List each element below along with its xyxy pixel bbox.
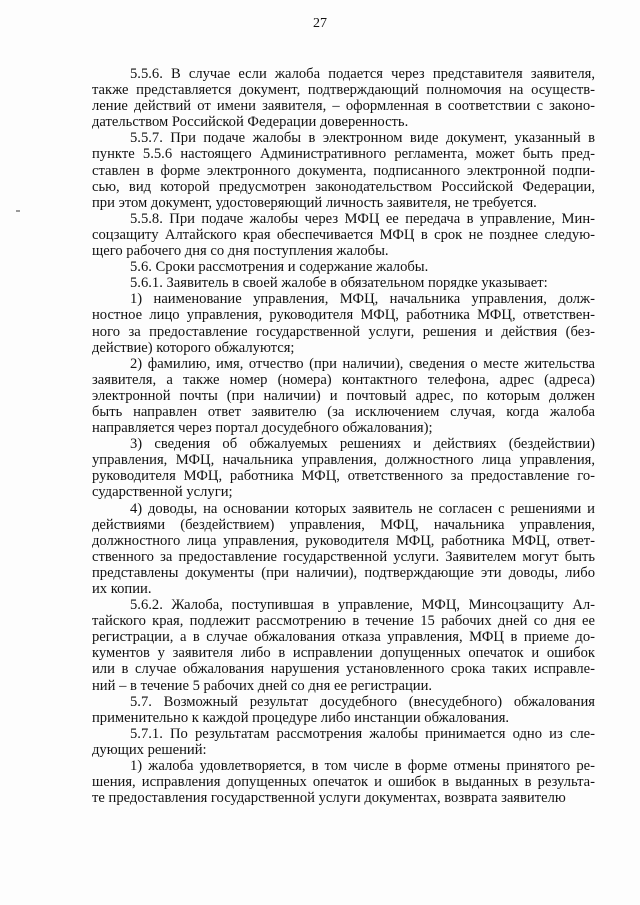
text-line: представлены документы (при наличии), подтверждающие эти доводы, либо — [92, 564, 595, 581]
text-line: 5.5.6. В случае если жалоба подается через представителя заявителя, — [130, 66, 595, 82]
text-line: 5.7.1. По результатам рассмотрения жалобы принимается одно из сле- — [130, 725, 595, 742]
text-line: ностное лицо управления, руководителя МФЦ, работника МФЦ, ответствен- — [92, 307, 595, 324]
text-line: регистрации, а в случае обжалования отказа управления, МФЦ в приеме до- — [92, 629, 595, 646]
text-line: соцзащиту Алтайского края обеспечивается МФЦ в срок не позднее следую- — [92, 226, 595, 243]
text-line: шения, исправления допущенных опечаток и ошибок в выданных в результа- — [92, 774, 595, 791]
paragraph — [92, 501, 595, 598]
text-line: заявителя, а также номер (номера) контактного телефона, адрес (адреса) — [92, 371, 595, 388]
body-text — [92, 66, 595, 806]
text-line: дательством Российской Федерации доверенность. — [92, 114, 409, 131]
text-line: 5.6.2. Жалоба, поступившая в управление, МФЦ, Минсоцзащиту Ал- — [130, 597, 595, 614]
text-line: электронной почты (при наличии) и почтовый адрес, по которым должен — [92, 387, 595, 404]
text-line: ставлен в форме электронного документа, подписанного электронной подпи- — [92, 162, 595, 179]
text-line: действиями (бездействием) управления, МФЦ, начальника управления, — [92, 516, 595, 533]
text-line: сью, вид которой предусмотрен законодательством Российской Федерации, — [92, 178, 595, 195]
text-line: или в случае обжалования нарушения установленного срока таких исправле- — [92, 661, 595, 678]
text-line: 3) сведения об обжалуемых решениях и действиях (бездействии) — [130, 436, 595, 453]
text-line: 5.7. Возможный результат досудебного (внесудебного) обжалования — [130, 693, 595, 710]
paragraph — [92, 726, 595, 758]
text-line: направляется через портал досудебного обжалования); — [92, 420, 433, 437]
text-line: щего рабочего дня со дня поступления жалобы. — [92, 243, 389, 260]
paragraph — [92, 211, 595, 259]
paragraph — [92, 259, 595, 275]
paragraph — [92, 597, 595, 694]
text-line: руководителя МФЦ, работника МФЦ, ответственного за предоставление го- — [92, 468, 595, 485]
paragraph — [92, 356, 595, 436]
paragraph — [92, 130, 595, 210]
text-line: пункте 5.5.6 настоящего Административного регламента, может быть пред- — [92, 146, 595, 163]
text-line: 5.6.1. Заявитель в своей жалобе в обязательном порядке указывает: — [130, 275, 548, 292]
text-line: те предоставления государственной услуги документах, возврата заявителю — [92, 790, 566, 807]
text-line: тайского края, подлежит рассмотрению в течение 15 рабочих дней со дня ее — [92, 613, 595, 630]
text-line: должностного лица управления, руководителя МФЦ, работника МФЦ, ответ- — [92, 532, 595, 549]
paragraph — [92, 436, 595, 500]
text-line: также представляется документ, подтверждающий полномочия на осуществ- — [92, 82, 595, 99]
text-line: управления, МФЦ, начальника управления, должностного лица управления, — [92, 452, 595, 469]
text-line: ного за предоставление государственной услуги, решения и действия (без- — [92, 323, 595, 340]
paragraph — [92, 694, 595, 726]
text-line: их копии. — [92, 581, 152, 597]
text-line: 5.5.8. При подаче жалобы через МФЦ ее передача в управление, Мин- — [130, 210, 595, 227]
text-line: 5.5.7. При подаче жалобы в электронном виде документ, указанный в — [130, 130, 595, 147]
text-line: применительно к каждой процедуре либо инстанции обжалования. — [92, 709, 510, 726]
text-line: ление действий от имени заявителя, – оформленная в соответствии с законо- — [92, 98, 595, 115]
text-line: действие) которого обжалуются; — [92, 339, 295, 356]
paragraph — [92, 291, 595, 355]
text-line: ний – в течение 5 рабочих дней со дня ее регистрации. — [92, 677, 433, 694]
text-line: кументов у заявителя либо в исправлении допущенных опечаток и ошибок — [92, 645, 595, 662]
text-line: дующих решений: — [92, 741, 207, 758]
paragraph — [92, 66, 595, 130]
text-line: 5.6. Сроки рассмотрения и содержание жалобы. — [130, 259, 429, 276]
text-line: сударственной услуги; — [92, 484, 233, 501]
margin-mark — [16, 210, 20, 212]
paragraph — [92, 758, 595, 806]
text-line: 1) наименование управления, МФЦ, начальника управления, долж- — [130, 291, 595, 308]
text-line: быть направлен ответ заявителю (за исключением случая, когда жалоба — [92, 403, 595, 420]
text-line: ственного за предоставление государственной услуги. Заявителем могут быть — [92, 548, 595, 565]
paragraph — [92, 275, 595, 291]
text-line: при этом документ, удостоверяющий личность заявителя, не требуется. — [92, 194, 537, 211]
text-line: 4) доводы, на основании которых заявитель не согласен с решениями и — [130, 500, 595, 517]
text-line: 2) фамилию, имя, отчество (при наличии), сведения о месте жительства — [130, 355, 595, 372]
page-number: 27 — [313, 16, 327, 31]
text-line: 1) жалоба удовлетворяется, в том числе в форме отмены принятого ре- — [130, 758, 595, 775]
